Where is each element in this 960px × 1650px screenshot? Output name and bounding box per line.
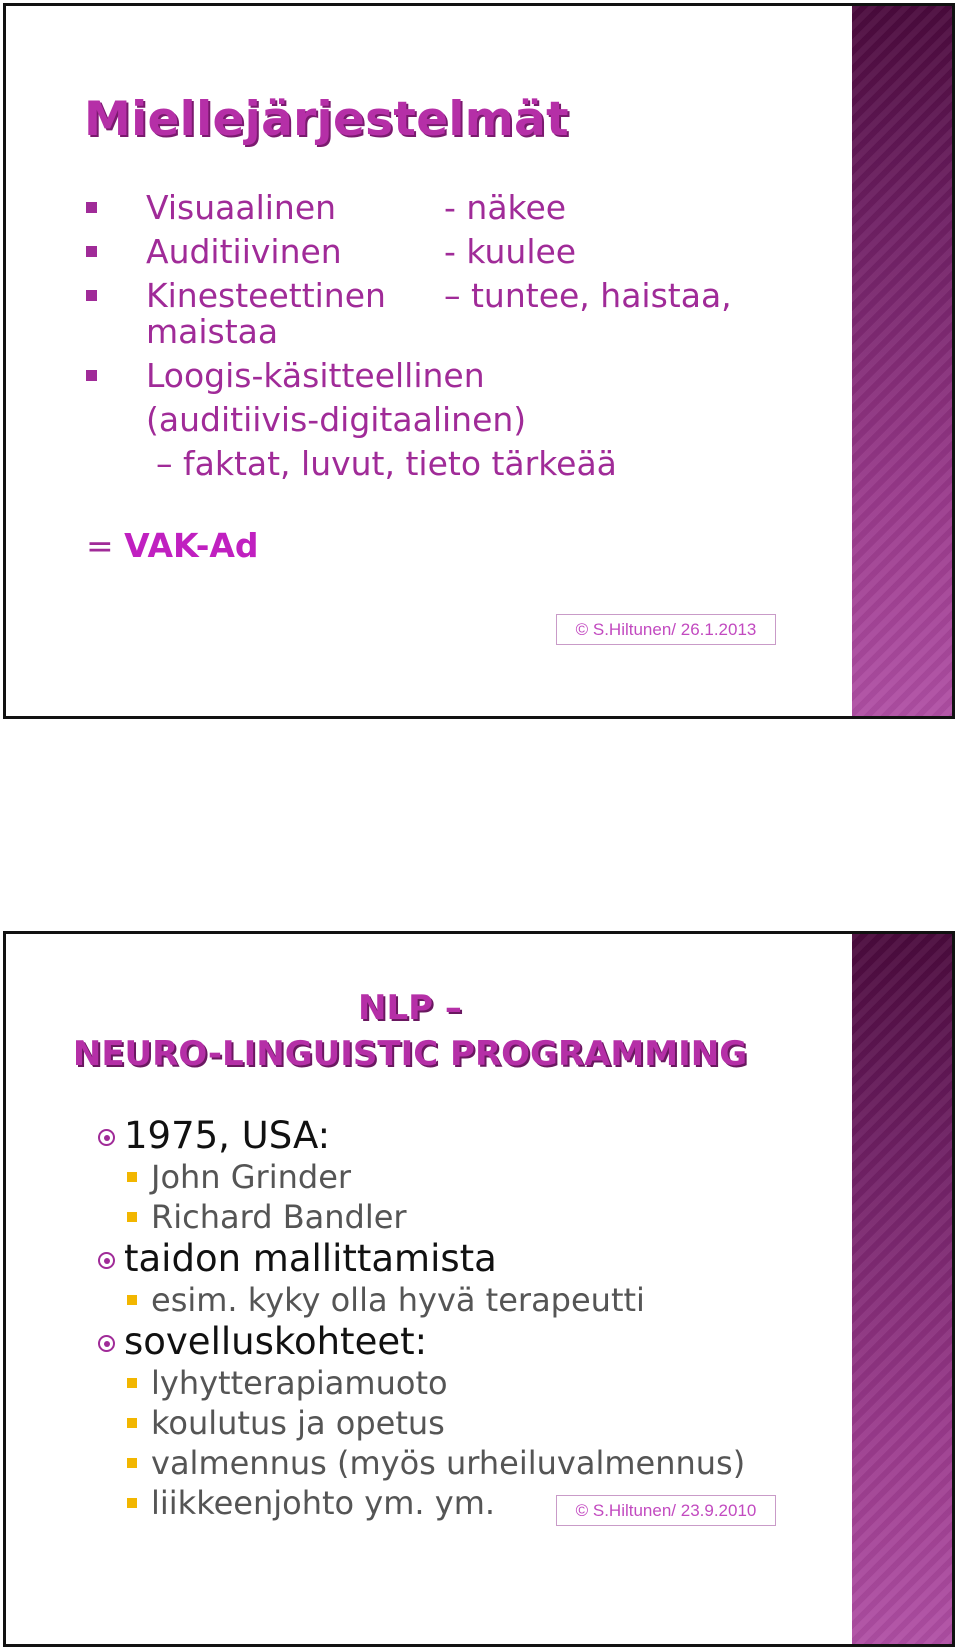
list-item-continuation bbox=[86, 398, 806, 442]
square-bullet-icon bbox=[127, 1418, 137, 1428]
square-bullet-icon bbox=[127, 1378, 137, 1388]
item-desc: – tuntee, haistaa, bbox=[444, 276, 732, 315]
item-continuation: – faktat, luvut, tieto tärkeää bbox=[156, 444, 617, 483]
section-heading: sovelluskohteet: bbox=[94, 1320, 814, 1363]
square-bullet-icon bbox=[86, 290, 97, 301]
radio-bullet-icon bbox=[98, 1252, 115, 1269]
item-desc: - näkee bbox=[444, 188, 567, 227]
bullet-list bbox=[86, 186, 806, 486]
radio-bullet-icon bbox=[98, 1129, 115, 1146]
sub-item: valmennus (myös urheiluvalmennus) bbox=[94, 1443, 814, 1483]
outline-list bbox=[94, 1114, 814, 1523]
list-item-continuation bbox=[86, 310, 806, 354]
sub-item: liikkeenjohto ym. ym. bbox=[94, 1483, 814, 1523]
slide-title-line2: NEURO-LINGUISTIC PROGRAMMING bbox=[72, 1034, 748, 1074]
sub-item: esim. kyky olla hyvä terapeutti bbox=[94, 1280, 814, 1320]
square-bullet-icon bbox=[127, 1212, 137, 1222]
item-term: Auditiivinen bbox=[146, 232, 342, 271]
slide-miellejarjestelmat bbox=[3, 3, 955, 719]
summary-eq: = bbox=[86, 526, 114, 565]
square-bullet-icon bbox=[127, 1458, 137, 1468]
decorative-sidebar bbox=[852, 6, 952, 716]
item-term: Loogis-käsitteellinen bbox=[146, 356, 485, 395]
list-item-continuation bbox=[86, 442, 806, 486]
copyright-credit: © S.Hiltunen/ 26.1.2013 bbox=[556, 614, 776, 645]
item-continuation: (auditiivis-digitaalinen) bbox=[146, 400, 527, 439]
square-bullet-icon bbox=[86, 246, 97, 257]
list-item bbox=[86, 354, 806, 398]
list-item bbox=[86, 230, 806, 274]
decorative-sidebar bbox=[852, 934, 952, 1644]
radio-bullet-icon bbox=[98, 1335, 115, 1352]
summary-label: VAK-Ad bbox=[124, 526, 259, 565]
list-item bbox=[86, 186, 806, 230]
section-heading: taidon mallittamista bbox=[94, 1237, 814, 1280]
square-bullet-icon bbox=[86, 202, 97, 213]
square-bullet-icon bbox=[127, 1498, 137, 1508]
slide-nlp bbox=[3, 931, 955, 1647]
item-continuation: maistaa bbox=[146, 312, 279, 351]
square-bullet-icon bbox=[127, 1295, 137, 1305]
item-term: Visuaalinen bbox=[146, 188, 337, 227]
copyright-credit: © S.Hiltunen/ 23.9.2010 bbox=[556, 1495, 776, 1526]
item-term: Kinesteettinen bbox=[146, 276, 386, 315]
summary-line bbox=[86, 526, 259, 565]
section-heading: 1975, USA: bbox=[94, 1114, 814, 1157]
sub-item: Richard Bandler bbox=[94, 1197, 814, 1237]
square-bullet-icon bbox=[86, 370, 97, 381]
sub-item: lyhytterapiamuoto bbox=[94, 1363, 814, 1403]
item-desc: - kuulee bbox=[444, 232, 577, 271]
square-bullet-icon bbox=[127, 1172, 137, 1182]
slide-title-line1: NLP – bbox=[358, 988, 462, 1028]
sub-item: John Grinder bbox=[94, 1157, 814, 1197]
slide-title: Miellejärjestelmät bbox=[84, 92, 569, 147]
sub-item: koulutus ja opetus bbox=[94, 1403, 814, 1443]
